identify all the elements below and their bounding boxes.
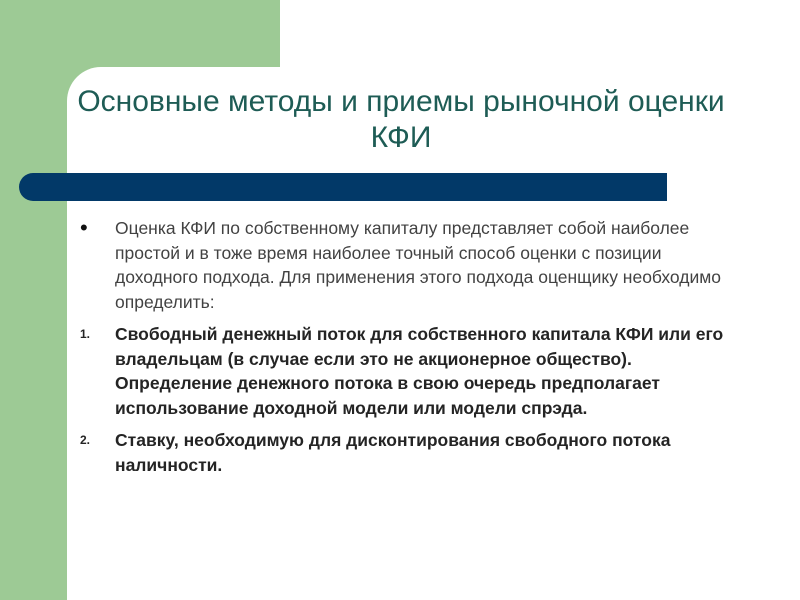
- bullet-icon: •: [80, 215, 88, 240]
- numbered-item-1: [80, 322, 740, 420]
- numbered-item-marker: 1.: [80, 327, 91, 341]
- slide-body: [80, 216, 740, 485]
- bullet-paragraph: [80, 216, 740, 314]
- numbered-item-text: Ставку, необходимую для дисконтирования свободного потока наличности.: [115, 430, 671, 475]
- title-underline-bar: [19, 173, 667, 201]
- slide-title: Основные методы и приемы рыночной оценки КФИ: [77, 85, 725, 154]
- numbered-item-marker: 2.: [80, 433, 91, 447]
- numbered-item-2: [80, 428, 740, 477]
- bullet-text: Оценка КФИ по собственному капиталу представляет собой наиболее простой и в тоже время наиболее точный способ оценки с позиции доходного подхода. Для применения этого подхода оценщику необходимо определить:: [115, 218, 722, 312]
- numbered-item-text: Свободный денежный поток для собственного капитала КФИ или его владельцам (в случае если это не акционерное общество). Определение денежного потока в свою очередь предполагает использование доходной модели или модели спрэда.: [115, 324, 724, 418]
